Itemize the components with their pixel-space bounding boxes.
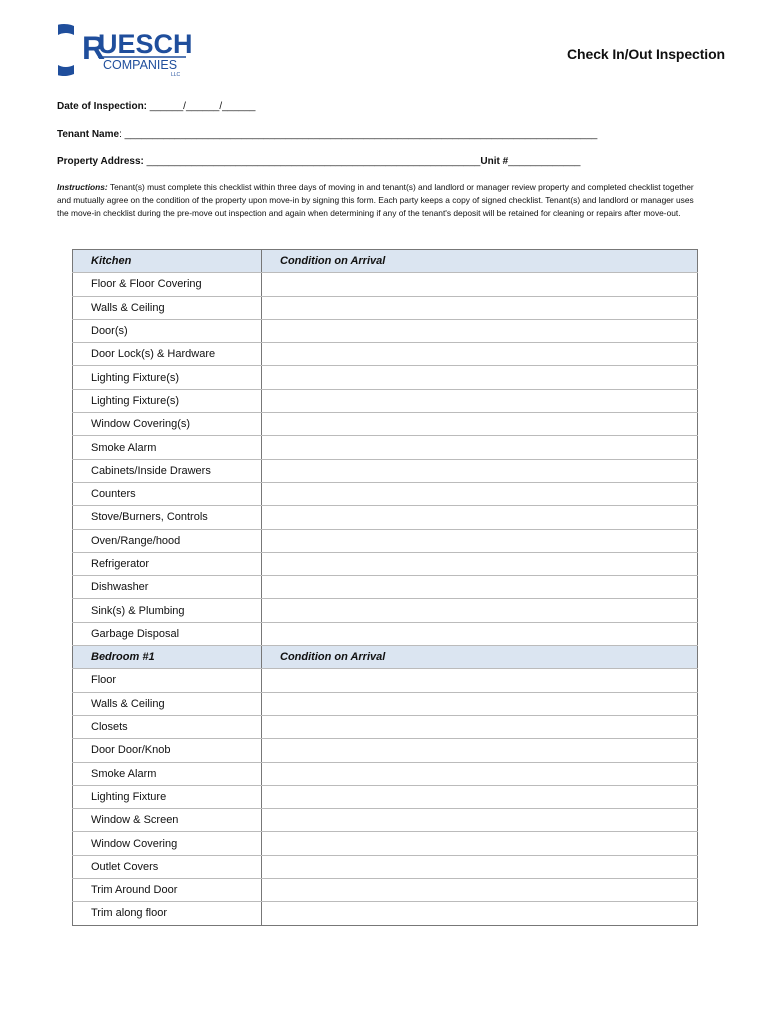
item-label: Lighting Fixture(s) bbox=[73, 389, 262, 412]
condition-cell[interactable] bbox=[262, 832, 698, 855]
condition-cell[interactable] bbox=[262, 273, 698, 296]
item-label: Window & Screen bbox=[73, 809, 262, 832]
condition-cell[interactable] bbox=[262, 785, 698, 808]
condition-cell[interactable] bbox=[262, 389, 698, 412]
table-row bbox=[73, 832, 698, 855]
table-row bbox=[73, 506, 698, 529]
condition-cell[interactable] bbox=[262, 622, 698, 645]
table-row bbox=[73, 576, 698, 599]
table-row bbox=[73, 622, 698, 645]
table-row bbox=[73, 599, 698, 622]
item-label: Door Door/Knob bbox=[73, 739, 262, 762]
item-label: Lighting Fixture(s) bbox=[73, 366, 262, 389]
instructions-text: Tenant(s) must complete this checklist within three days of moving in and tenant(s) and landlord or manager review property and completed checklist together and mutually agree on the condition of the property upon move-in by signing this form. Each party keeps a copy of signed checklist. Tenant(s) and landlord or manager uses the move-in checklist during the pre-move out inspection and again when determining if any of the tenant's deposit will be retained for cleaning or repairs after move-out. bbox=[57, 182, 694, 218]
table-row bbox=[73, 296, 698, 319]
condition-cell[interactable] bbox=[262, 599, 698, 622]
table-row bbox=[73, 319, 698, 342]
table-row bbox=[73, 273, 698, 296]
address-label: Property Address: bbox=[57, 156, 144, 167]
table-row bbox=[73, 343, 698, 366]
item-label: Oven/Range/hood bbox=[73, 529, 262, 552]
table-row bbox=[73, 669, 698, 692]
logo-arc bbox=[58, 24, 74, 76]
company-logo bbox=[58, 22, 193, 78]
condition-cell[interactable] bbox=[262, 482, 698, 505]
item-label: Door(s) bbox=[73, 319, 262, 342]
item-label: Dishwasher bbox=[73, 576, 262, 599]
table-row bbox=[73, 459, 698, 482]
inspection-table bbox=[72, 249, 698, 926]
logo-sub: COMPANIES bbox=[103, 58, 178, 72]
logo-name: UESCH bbox=[98, 29, 193, 59]
item-label: Stove/Burners, Controls bbox=[73, 506, 262, 529]
item-label: Sink(s) & Plumbing bbox=[73, 599, 262, 622]
instructions-lead: Instructions: bbox=[57, 182, 108, 192]
condition-cell[interactable] bbox=[262, 366, 698, 389]
table-row bbox=[73, 855, 698, 878]
bedroom-header-row bbox=[73, 646, 698, 669]
table-row bbox=[73, 389, 698, 412]
item-label: Garbage Disposal bbox=[73, 622, 262, 645]
table-row bbox=[73, 809, 698, 832]
condition-cell[interactable] bbox=[262, 855, 698, 878]
item-label: Cabinets/Inside Drawers bbox=[73, 459, 262, 482]
condition-cell[interactable] bbox=[262, 413, 698, 436]
date-of-inspection-field bbox=[57, 101, 255, 112]
condition-cell[interactable] bbox=[262, 343, 698, 366]
condition-cell[interactable] bbox=[262, 902, 698, 925]
date-blank[interactable]: ______/______/______ bbox=[149, 101, 256, 112]
table-row bbox=[73, 436, 698, 459]
table-row bbox=[73, 482, 698, 505]
unit-label: Unit # bbox=[480, 156, 509, 167]
item-label: Lighting Fixture bbox=[73, 785, 262, 808]
condition-cell[interactable] bbox=[262, 506, 698, 529]
table-row bbox=[73, 552, 698, 575]
condition-cell[interactable] bbox=[262, 762, 698, 785]
condition-cell[interactable] bbox=[262, 715, 698, 738]
item-label: Closets bbox=[73, 715, 262, 738]
table-row bbox=[73, 762, 698, 785]
condition-cell[interactable] bbox=[262, 576, 698, 599]
tenant-name-field bbox=[57, 129, 597, 140]
bedroom-heading: Bedroom #1 bbox=[73, 646, 262, 669]
table-row bbox=[73, 366, 698, 389]
kitchen-header-row bbox=[73, 250, 698, 273]
condition-cell[interactable] bbox=[262, 319, 698, 342]
kitchen-condition-heading: Condition on Arrival bbox=[262, 250, 698, 273]
condition-cell[interactable] bbox=[262, 739, 698, 762]
item-label: Floor & Floor Covering bbox=[73, 273, 262, 296]
item-label: Counters bbox=[73, 482, 262, 505]
item-label: Outlet Covers bbox=[73, 855, 262, 878]
condition-cell[interactable] bbox=[262, 459, 698, 482]
logo-letter: R bbox=[82, 30, 106, 66]
item-label: Trim along floor bbox=[73, 902, 262, 925]
condition-cell[interactable] bbox=[262, 529, 698, 552]
tenant-label: Tenant Name bbox=[57, 129, 120, 140]
item-label: Smoke Alarm bbox=[73, 762, 262, 785]
item-label: Refrigerator bbox=[73, 552, 262, 575]
kitchen-heading: Kitchen bbox=[73, 250, 262, 273]
table-row bbox=[73, 413, 698, 436]
page-title: Check In/Out Inspection bbox=[567, 46, 725, 62]
item-label: Window Covering(s) bbox=[73, 413, 262, 436]
bedroom-condition-heading: Condition on Arrival bbox=[262, 646, 698, 669]
item-label: Floor bbox=[73, 669, 262, 692]
logo-llc: LLC bbox=[171, 72, 181, 78]
item-label: Trim Around Door bbox=[73, 879, 262, 902]
table-row bbox=[73, 715, 698, 738]
item-label: Smoke Alarm bbox=[73, 436, 262, 459]
table-row bbox=[73, 902, 698, 925]
unit-blank[interactable]: _____________ bbox=[508, 156, 581, 167]
item-label: Walls & Ceiling bbox=[73, 692, 262, 715]
table-row bbox=[73, 879, 698, 902]
address-blank[interactable]: ____________________________________________________________ bbox=[146, 156, 481, 167]
item-label: Window Covering bbox=[73, 832, 262, 855]
condition-cell[interactable] bbox=[262, 809, 698, 832]
table-row bbox=[73, 692, 698, 715]
item-label: Door Lock(s) & Hardware bbox=[73, 343, 262, 366]
table-row bbox=[73, 785, 698, 808]
property-address-field bbox=[57, 156, 580, 167]
table-row bbox=[73, 529, 698, 552]
item-label: Walls & Ceiling bbox=[73, 296, 262, 319]
tenant-blank[interactable]: : _____________________________________________________________________________________ bbox=[119, 129, 598, 140]
condition-cell[interactable] bbox=[262, 552, 698, 575]
condition-cell[interactable] bbox=[262, 296, 698, 319]
condition-cell[interactable] bbox=[262, 692, 698, 715]
instructions bbox=[57, 181, 707, 219]
condition-cell[interactable] bbox=[262, 669, 698, 692]
table-row bbox=[73, 739, 698, 762]
condition-cell[interactable] bbox=[262, 436, 698, 459]
condition-cell[interactable] bbox=[262, 879, 698, 902]
date-label: Date of Inspection: bbox=[57, 101, 148, 112]
